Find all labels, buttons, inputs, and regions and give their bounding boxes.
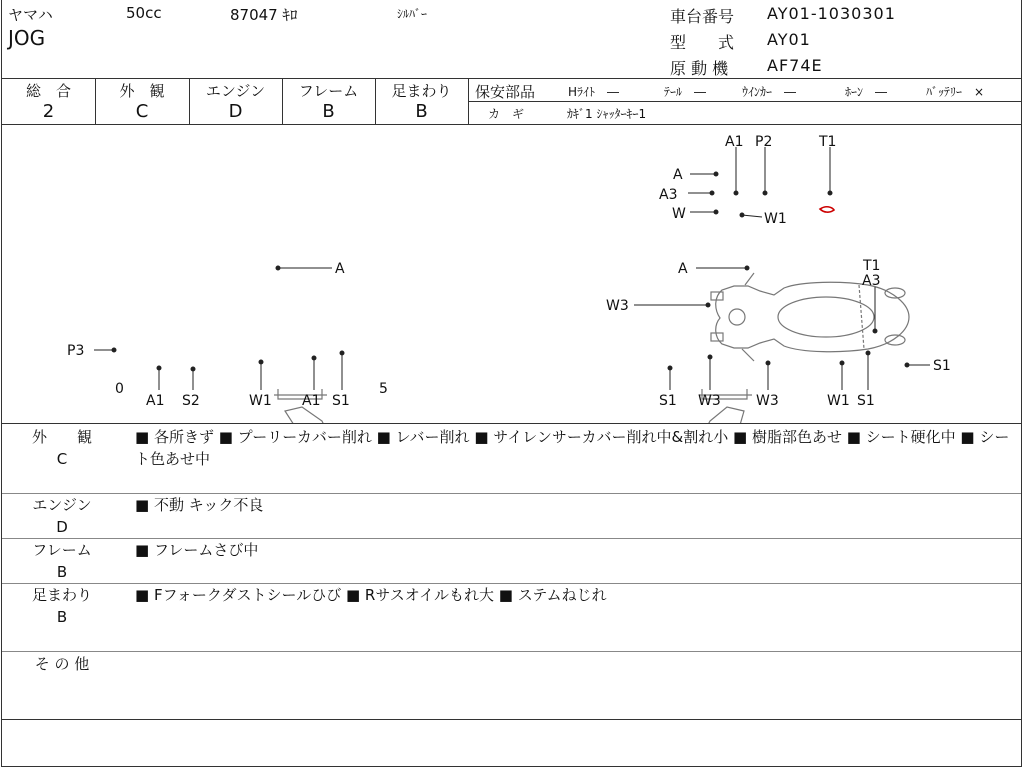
report-label-suspension: 足まわり B — [31, 586, 92, 626]
diagram-label: T1 — [863, 258, 881, 274]
safety-taillight: ﾃｰﾙ ― — [664, 85, 707, 99]
report-label-frame: フレーム B — [32, 541, 92, 581]
report-text-suspension: ■ Fフォークダストシールひび ■ Rサスオイルもれ大 ■ ステムねじれ — [135, 586, 607, 604]
divider — [2, 78, 1021, 79]
report-text-engine: ■ 不動 キック不良 — [135, 496, 264, 514]
diagram-label: W3 — [756, 393, 779, 409]
safety-headlight: Hﾗｲﾄ ― — [568, 85, 620, 99]
safety-battery: ﾊﾞｯﾃﾘｰ × — [926, 85, 985, 99]
diagram-label: W1 — [249, 393, 272, 409]
diagram-label: P2 — [755, 134, 773, 150]
grade-label-exterior: 外 観 — [119, 82, 165, 100]
callout-lines — [94, 147, 930, 390]
diagram-label: T1 — [819, 134, 837, 150]
safety-winker: ｳｲﾝｶｰ ― — [742, 85, 797, 99]
type-label: 型 式 — [670, 33, 735, 52]
diagram-label: W3 — [698, 393, 721, 409]
diagram-label: W — [672, 206, 686, 222]
displacement: 50cc — [126, 4, 162, 22]
engine-label: 原 動 機 — [670, 59, 729, 78]
mileage: 87047 ｷﾛ — [230, 6, 298, 24]
frame-no-label: 車台番号 — [670, 7, 735, 26]
model-name: JOG — [8, 26, 46, 50]
grade-label-suspension: 足まわり — [391, 82, 452, 100]
scooter-diagram — [2, 125, 1022, 423]
frame-no: AY01-1030301 — [767, 4, 896, 23]
diagram-label: S1 — [857, 393, 875, 409]
diagram-label: W1 — [764, 211, 787, 227]
report-text-frame: ■ フレームさび中 — [135, 541, 259, 559]
divider — [2, 719, 1021, 720]
scooter-right-view — [642, 389, 922, 423]
damage-marks — [224, 207, 834, 423]
diagram-label: A1 — [725, 134, 744, 150]
diagram-label: A — [673, 167, 683, 183]
diagram-label: A1 — [302, 393, 321, 409]
diagram-label: 0 — [115, 381, 124, 397]
grade-value-frame: B — [322, 101, 335, 122]
maker: ヤマハ — [8, 6, 53, 24]
report-label-engine: エンジン D — [32, 496, 92, 536]
grade-value-overall: 2 — [42, 101, 55, 122]
diagram-label: A — [335, 261, 345, 277]
key-label: カ ギ — [488, 107, 525, 121]
safety-horn: ﾎｰﾝ ― — [845, 85, 888, 99]
divider — [2, 423, 1021, 424]
type-value: AY01 — [767, 30, 811, 49]
diagram-label: W3 — [606, 298, 629, 314]
grade-value-suspension: B — [415, 101, 428, 122]
diagram-label: S1 — [659, 393, 677, 409]
color: ｼﾙﾊﾞｰ — [397, 7, 428, 21]
grade-label-engine: エンジン — [205, 82, 266, 100]
divider — [468, 101, 1021, 102]
diagram-label: S1 — [332, 393, 350, 409]
diagram-label: S1 — [933, 358, 951, 374]
diagram-label: P3 — [67, 343, 85, 359]
engine-value: AF74E — [767, 56, 823, 75]
safety-label: 保安部品 — [475, 83, 536, 101]
report-label-exterior: 外 観 C — [31, 428, 92, 468]
key-value: ｶｷﾞ1 ｼｬｯﾀｰｷｰ1 — [567, 107, 647, 121]
report-text-exterior: ■ 各所きず ■ プーリーカバー削れ ■ レバー削れ ■ サイレンサーカバー削れ中&割れ小 ■ 樹脂部色あせ ■ シート硬化中 ■ シート色あせ中 — [135, 428, 1010, 468]
diagram-label: A3 — [659, 187, 678, 203]
diagram-label: A — [678, 261, 688, 277]
inspection-sheet — [1, 0, 1022, 767]
diagram-label: S2 — [182, 393, 200, 409]
report-label-other: そ の 他 — [34, 655, 90, 673]
divider — [2, 651, 1021, 652]
grade-value-engine: D — [228, 101, 243, 122]
grade-label-overall: 総 合 — [25, 82, 71, 100]
diagram-label: W1 — [827, 393, 850, 409]
diagram-label: A1 — [146, 393, 165, 409]
diagram-label: A3 — [862, 273, 881, 289]
grade-label-frame: フレーム — [298, 82, 359, 100]
grade-value-exterior: C — [135, 101, 149, 122]
diagram-label: 5 — [379, 381, 388, 397]
